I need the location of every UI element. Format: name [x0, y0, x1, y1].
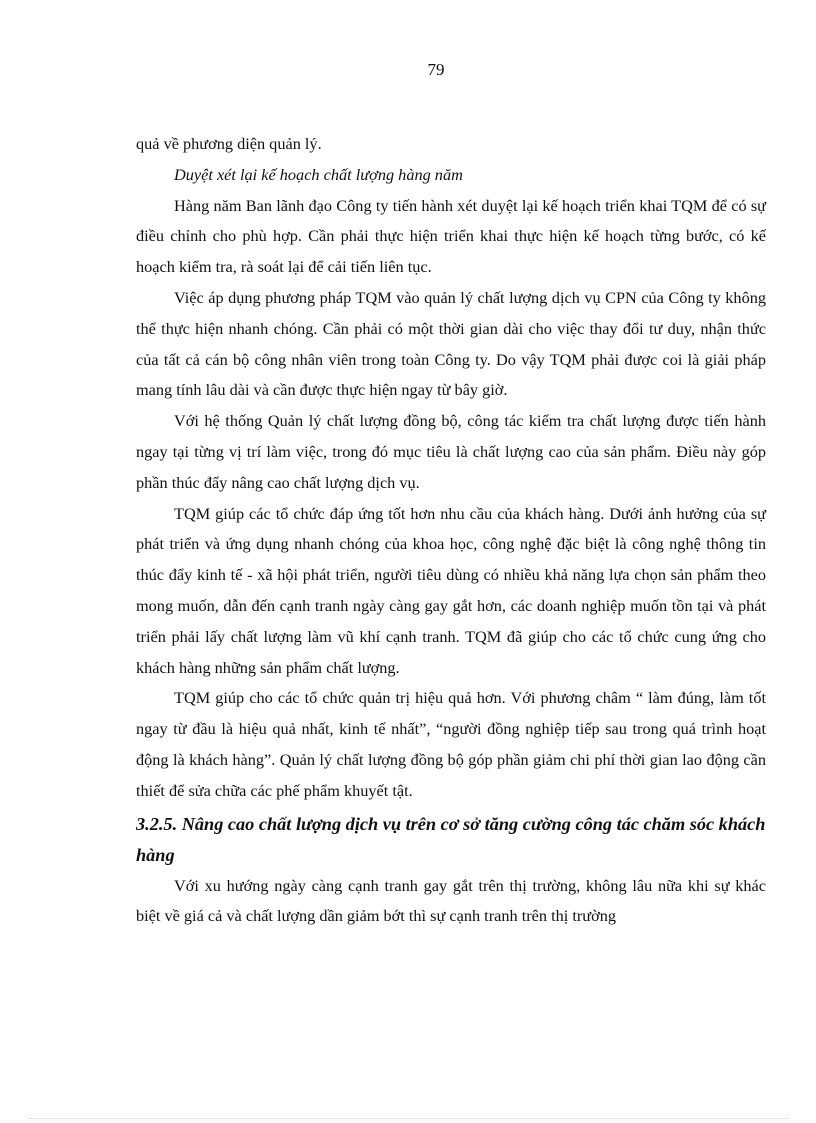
paragraph: TQM giúp các tổ chức đáp ứng tốt hơn nhu cầu của khách hàng. Dưới ảnh hưởng của sự phát triển và ứng dụng nhanh chóng của khoa học, công nghệ đặc biệt là công nghệ thông tin thúc đẩy kinh tế - xã hội phát triển, người tiêu dùng có nhiều khả năng lựa chọn sản phẩm theo mong muốn, dẫn đến cạnh tranh ngày càng gay gắt hơn, các doanh nghiệp muốn tồn tại và phát triển phải lấy chất lượng làm vũ khí cạnh tranh. TQM đã giúp cho các tổ chức cung ứng cho khách hàng những sản phẩm chất lượng.: [136, 503, 766, 677]
paragraph: Với hệ thống Quản lý chất lượng đồng bộ, công tác kiểm tra chất lượng được tiến hành ngay tại từng vị trí làm việc, trong đó mục tiêu là chất lượng cao của sản phẩm. Điều này góp phần thúc đẩy nâng cao chất lượng dịch vụ.: [136, 411, 766, 492]
paragraph: TQM giúp cho các tổ chức quản trị hiệu quả hơn. Với phương châm “ làm đúng, làm tốt ngay từ đầu là hiệu quả nhất, kinh tế nhất”, “người đồng nghiệp tiếp sau trong quá trình hoạt động là khách hàng”. Quản lý chất lượng đồng bộ góp phần giảm chi phí thời gian lao động cần thiết để sửa chữa các phế phẩm khuyết tật.: [136, 688, 766, 800]
paragraph: Hàng năm Ban lãnh đạo Công ty tiến hành xét duyệt lại kế hoạch triển khai TQM để có sự điều chỉnh cho phù hợp. Cần phải thực hiện triển khai thực hiện kế hoạch từng bước, có kế hoạch kiểm tra, rà soát lại để cải tiến liên tục.: [136, 195, 766, 277]
paragraph-continuation: quả về phương diện quản lý.: [136, 134, 322, 153]
page-body: [136, 129, 766, 932]
page-number: 79: [427, 60, 445, 79]
paragraph: Việc áp dụng phương pháp TQM vào quản lý chất lượng dịch vụ CPN của Công ty không thể thực hiện nhanh chóng. Cần phải có một thời gian dài cho việc thay đổi tư duy, nhận thức của tất cả cán bộ công nhân viên trong toàn Công ty. Do vậy TQM phải được coi là giải pháp mang tính lâu dài và cần được thực hiện ngay từ bây giờ.: [136, 287, 766, 400]
footer-divider: [28, 1118, 788, 1119]
section-heading: 3.2.5. Nâng cao chất lượng dịch vụ trên cơ sở tăng cường công tác chăm sóc khách hàng: [136, 813, 766, 865]
italic-subheading: Duyệt xét lại kế hoạch chất lượng hàng năm: [174, 164, 463, 184]
paragraph: Với xu hướng ngày càng cạnh tranh gay gắt trên thị trường, không lâu nữa khi sự khác biệt về giá cả và chất lượng dần giảm bớt thì sự cạnh tranh trên thị trường: [136, 875, 766, 926]
